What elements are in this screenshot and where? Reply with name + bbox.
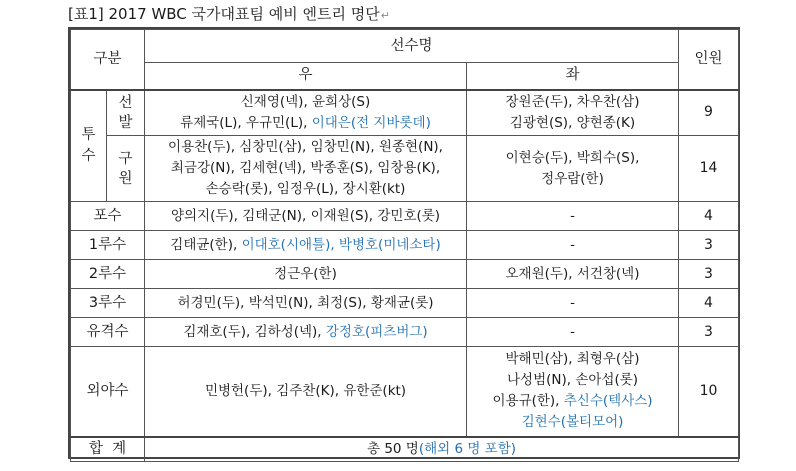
catcher-left-players: -	[467, 202, 679, 231]
third-base-count: 4	[679, 289, 739, 318]
label-reliever: 구 원	[107, 136, 145, 202]
starter-right-players: 신재영(넥), 윤희상(S) 류제국(L), 우규민(L), 이대은(전 지바롯데)	[145, 90, 467, 136]
table-row-total	[71, 437, 739, 462]
entry-table-grid	[70, 29, 739, 462]
total-summary: 총 50 명(해외 6 명 포함)	[145, 437, 739, 462]
reliever-count: 14	[679, 136, 739, 202]
table-caption: [표1] 2017 WBC 국가대표팀 예비 엔트리 명단↵	[68, 5, 390, 23]
header-category: 구분	[71, 30, 145, 90]
table-row-catcher	[71, 202, 739, 231]
starter-count: 9	[679, 90, 739, 136]
header-left-handed: 좌	[467, 63, 679, 90]
second-base-count: 3	[679, 260, 739, 289]
paragraph-mark-icon: ↵	[380, 9, 390, 22]
label-second-base: 2루수	[71, 260, 145, 289]
outfield-left-players: 박해민(삼), 최형우(삼) 나성범(N), 손아섭(롯) 이용규(한), 추신수(텍사스) 김현수(볼티모어)	[467, 347, 679, 437]
catcher-count: 4	[679, 202, 739, 231]
table-row-third-base	[71, 289, 739, 318]
table-row-first-base	[71, 231, 739, 260]
label-third-base: 3루수	[71, 289, 145, 318]
outfield-right-players: 민병헌(두), 김주찬(K), 유한준(kt)	[145, 347, 467, 437]
table-row-reliever	[71, 136, 739, 202]
header-right-handed: 우	[145, 63, 467, 90]
first-base-left-players: -	[467, 231, 679, 260]
catcher-right-players: 양의지(두), 김태군(N), 이재원(S), 강민호(롯)	[145, 202, 467, 231]
table-row-starter	[71, 90, 739, 136]
second-base-left-players: 오재원(두), 서건창(넥)	[467, 260, 679, 289]
first-base-right-players: 김태균(한), 이대호(시애틀), 박병호(미네소타)	[145, 231, 467, 260]
label-pitcher: 투 수	[71, 90, 107, 202]
table-row-shortstop	[71, 318, 739, 347]
header-count: 인원	[679, 30, 739, 90]
starter-left-players: 장원준(두), 차우찬(삼) 김광현(S), 양현종(K)	[467, 90, 679, 136]
label-outfield: 외야수	[71, 347, 145, 437]
outfield-count: 10	[679, 347, 739, 437]
second-base-right-players: 정근우(한)	[145, 260, 467, 289]
shortstop-right-players: 김재호(두), 김하성(넥), 강정호(피츠버그)	[145, 318, 467, 347]
label-total: 합 계	[71, 437, 145, 462]
entry-table	[68, 27, 740, 459]
third-base-right-players: 허경민(두), 박석민(N), 최정(S), 황재균(롯)	[145, 289, 467, 318]
table-row-outfield	[71, 347, 739, 437]
header-players: 선수명	[145, 30, 679, 63]
table-row-second-base	[71, 260, 739, 289]
label-catcher: 포수	[71, 202, 145, 231]
label-first-base: 1루수	[71, 231, 145, 260]
label-shortstop: 유격수	[71, 318, 145, 347]
reliever-right-players: 이용찬(두), 심창민(삼), 임창민(N), 원종현(N), 최금강(N), 김세현(넥), 박종훈(S), 임창용(K), 손승락(롯), 임정우(L), 장시환(kt)	[145, 136, 467, 202]
third-base-left-players: -	[467, 289, 679, 318]
reliever-left-players: 이현승(두), 박희수(S), 정우람(한)	[467, 136, 679, 202]
shortstop-count: 3	[679, 318, 739, 347]
label-starter: 선 발	[107, 90, 145, 136]
first-base-count: 3	[679, 231, 739, 260]
shortstop-left-players: -	[467, 318, 679, 347]
